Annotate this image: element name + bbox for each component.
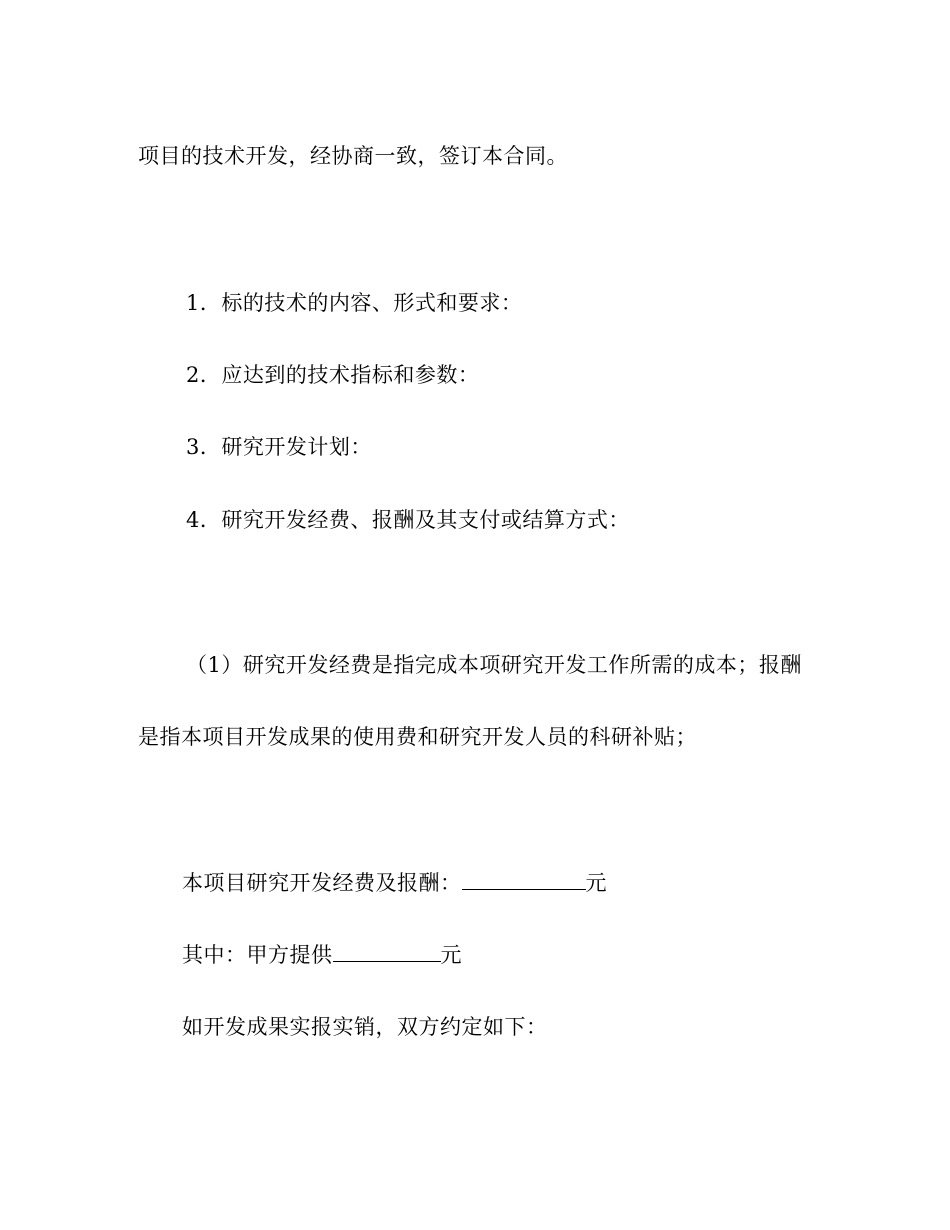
item-1: 1．标的技术的内容、形式和要求： (186, 291, 523, 315)
clause-1-line-1: （1）研究开发经费是指完成本项研究开发工作所需的成本；报酬 (186, 653, 802, 677)
total-fee-unit: 元 (585, 871, 607, 895)
clause-1-line-2: 是指本项目开发成果的使用费和研究开发人员的科研补贴； (138, 725, 697, 749)
item-4: 4．研究开发经费、报酬及其支付或结算方式： (186, 508, 630, 532)
party-a-blank (333, 943, 441, 962)
party-a-unit: 元 (440, 943, 462, 967)
party-a-label: 其中：甲方提供 (182, 943, 333, 967)
total-fee-blank (462, 871, 586, 890)
reimburse-line: 如开发成果实报实销，双方约定如下： (182, 1015, 548, 1039)
total-fee-line (182, 870, 607, 896)
item-3: 3．研究开发计划： (186, 435, 372, 459)
party-a-line (182, 942, 462, 968)
total-fee-label: 本项目研究开发经费及报酬： (182, 871, 462, 895)
item-2: 2．应达到的技术指标和参数： (186, 363, 480, 387)
intro-line: 项目的技术开发，经协商一致，签订本合同。 (138, 144, 568, 168)
